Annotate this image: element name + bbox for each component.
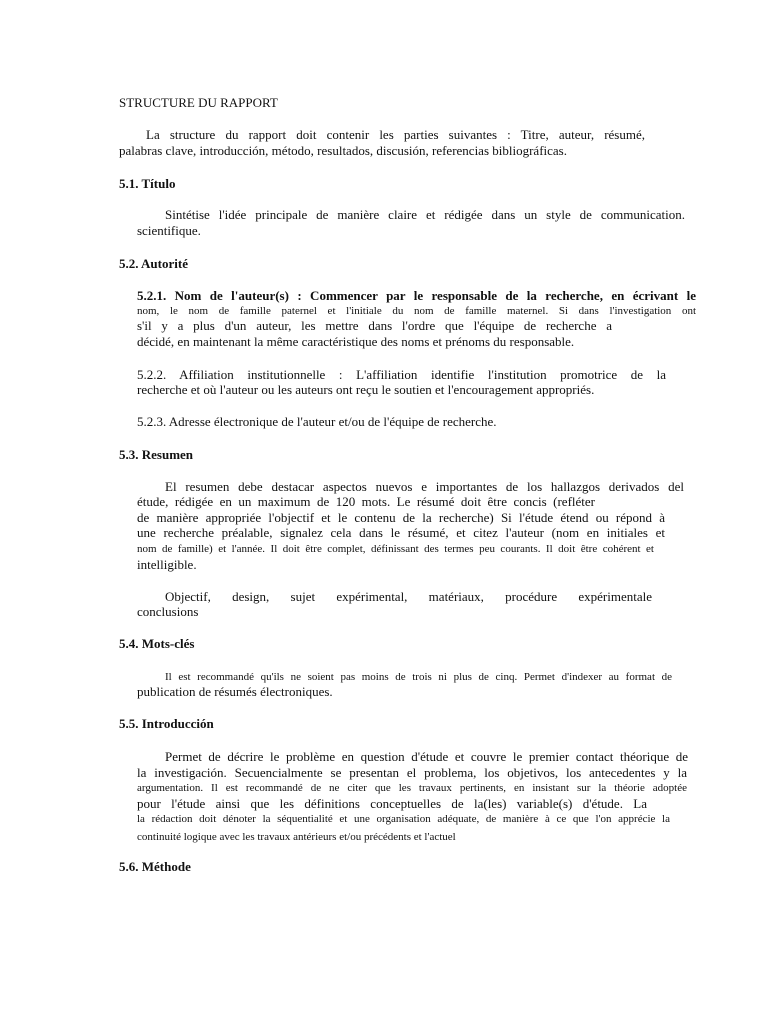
s521-line-3: s'il y a plus d'un auteur, les mettre dans l'ordre que l'équipe de recherche a (137, 318, 612, 333)
section-5-3-heading: 5.3. Resumen (119, 447, 194, 462)
intro-line-1: La structure du rapport doit contenir les parties suivantes : Titre, auteur, résumé, (146, 127, 645, 142)
s54-line-1: Il est recommandé qu'ils ne soient pas moins de trois ni plus de cinq. Permet d'indexer au format de (165, 671, 672, 683)
section-5-2-heading: 5.2. Autorité (119, 256, 188, 271)
s53-line-1: El resumen debe destacar aspectos nuevos e importantes de los hallazgos derivados del (165, 479, 684, 494)
s55-line-1: Permet de décrire le problème en question d'étude et couvre le premier contact théorique de (165, 749, 688, 764)
s522-line-2: recherche et où l'auteur ou les auteurs ont reçu le soutien et l'encouragement appropriés. (137, 382, 595, 397)
document-title: STRUCTURE DU RAPPORT (119, 95, 278, 110)
s51-line-1: Sintétise l'idée principale de manière claire et rédigée dans un style de communication. (165, 207, 685, 222)
s53-line-5: nom de famille) et l'année. Il doit être complet, définissant des termes peu courants. Il doit être cohérent et (137, 543, 654, 555)
s53-items-line-1: Objectif, design, sujet expérimental, matériaux, procédure expérimentale (165, 589, 652, 604)
section-5-6-heading: 5.6. Méthode (119, 859, 191, 874)
s55-line-5: la rédaction doit dénoter la séquentialité et une organisation adéquate, de manière à ce que l'on apprécie la (137, 813, 670, 825)
s55-line-4: pour l'étude ainsi que les définitions conceptuelles de la(les) variable(s) d'étude. La (137, 796, 647, 811)
section-5-5-heading: 5.5. Introducción (119, 716, 214, 731)
s53-items-line-2: conclusions (137, 604, 199, 619)
s53-line-6: intelligible. (137, 557, 197, 572)
s53-line-3: de manière appropriée l'objectif et le contenu de la recherche) Si l'étude étend ou répond à (137, 510, 665, 525)
s521-line-2: nom, le nom de famille paternel et l'initiale du nom de famille maternel. Si dans l'investigation ont (137, 305, 696, 317)
intro-line-2: palabras clave, introducción, método, resultados, discusión, referencias bibliográficas. (119, 143, 567, 158)
s55-line-2: la investigación. Secuencialmente se presentan el problema, los objetivos, los antecedentes y la (137, 765, 687, 780)
s523-line: 5.2.3. Adresse électronique de l'auteur et/ou de l'équipe de recherche. (137, 414, 497, 429)
s55-line-6: continuité logique avec les travaux antérieurs et/ou précédents et l'actuel (137, 831, 456, 843)
s54-line-2: publication de résumés électroniques. (137, 684, 333, 699)
s521-line-4: décidé, en maintenant la même caractéristique des noms et prénoms du responsable. (137, 334, 575, 349)
section-5-4-heading: 5.4. Mots-clés (119, 636, 195, 651)
s53-line-2: étude, rédigée en un maximum de 120 mots. Le résumé doit être concis (refléter (137, 494, 595, 509)
s53-line-4: une recherche préalable, signalez cela dans le résumé, et citez l'auteur (nom en initiales et (137, 525, 665, 540)
section-5-1-heading: 5.1. Título (119, 176, 176, 191)
s522-line-1: 5.2.2. Affiliation institutionnelle : L'affiliation identifie l'institution promotrice de la (137, 367, 666, 382)
s55-line-3: argumentation. Il est recommandé de ne citer que les travaux pertinents, en insistant sur la théorie adoptée (137, 782, 687, 794)
s51-line-2: scientifique. (137, 223, 201, 238)
s521-line-1: 5.2.1. Nom de l'auteur(s) : Commencer par le responsable de la recherche, en écrivant le (137, 288, 696, 303)
